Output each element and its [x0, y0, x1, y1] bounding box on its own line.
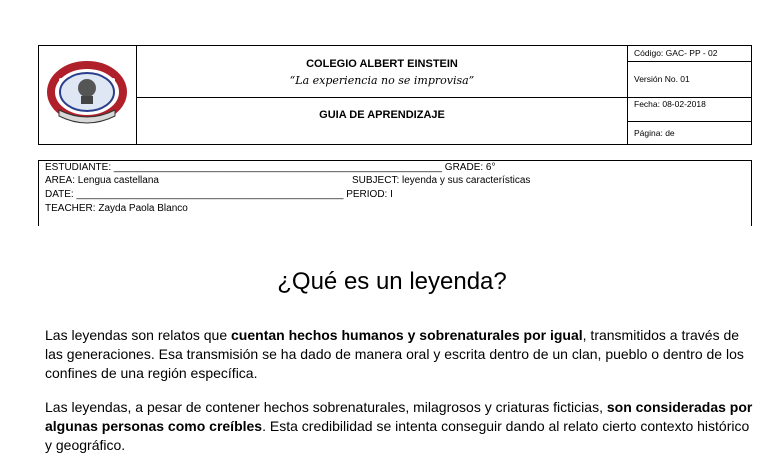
meta-cell: [628, 46, 751, 144]
student-line: ESTUDIANTE: ___________________________________________________________ GRADE: 6°: [45, 162, 496, 173]
paragraph-2: [45, 398, 757, 455]
document-title: ¿Qué es un leyenda?: [277, 268, 507, 295]
area-field: AREA: Lengua castellana: [45, 175, 159, 186]
p1-text-a: Las leyendas son relatos que: [45, 327, 232, 343]
date-line: DATE: ________________________________________________ PERIOD: I: [45, 189, 393, 200]
student-info-box: [38, 160, 752, 226]
codigo-field: Código: GAC- PP - 02: [628, 46, 751, 62]
divider: [137, 97, 627, 98]
pagina-field: Página: de: [634, 128, 675, 138]
fecha-field: Fecha: 08-02-2018: [628, 98, 751, 122]
school-name: COLEGIO ALBERT EINSTEIN: [306, 58, 458, 70]
version-field: Versión No. 01: [628, 62, 751, 98]
subject-field: SUBJECT: leyenda y sus características: [352, 175, 531, 186]
logo-cell: [39, 46, 137, 144]
teacher-field: TEACHER: Zayda Paola Blanco: [45, 203, 188, 214]
title-cell: [137, 46, 628, 144]
school-seal-logo: [39, 46, 137, 144]
p2-bold: son consideradas por algunas personas como creíbles: [45, 399, 753, 434]
p2-text-a: Las leyendas, a pesar de contener hechos sobrenaturales, milagrosos y criaturas ficticias,: [45, 399, 607, 415]
school-motto: “La experiencia no se improvisa”: [289, 74, 475, 87]
paragraph-1: [45, 326, 757, 383]
guide-title: GUIA DE APRENDIZAJE: [319, 109, 445, 121]
p1-bold: cuentan hechos humanos y sobrenaturales por igual: [231, 327, 583, 343]
p2-text-c: . Esta credibilidad se intenta conseguir dando al relato cierto contexto histórico y geográfico.: [45, 418, 750, 453]
document-header: [38, 45, 752, 145]
p1-text-c: , transmitidos a través de las generaciones. Esa transmisión se ha dado de manera oral y escrita dentro de un clan, pueblo o dentro de los confines de una región específica.: [45, 327, 744, 381]
